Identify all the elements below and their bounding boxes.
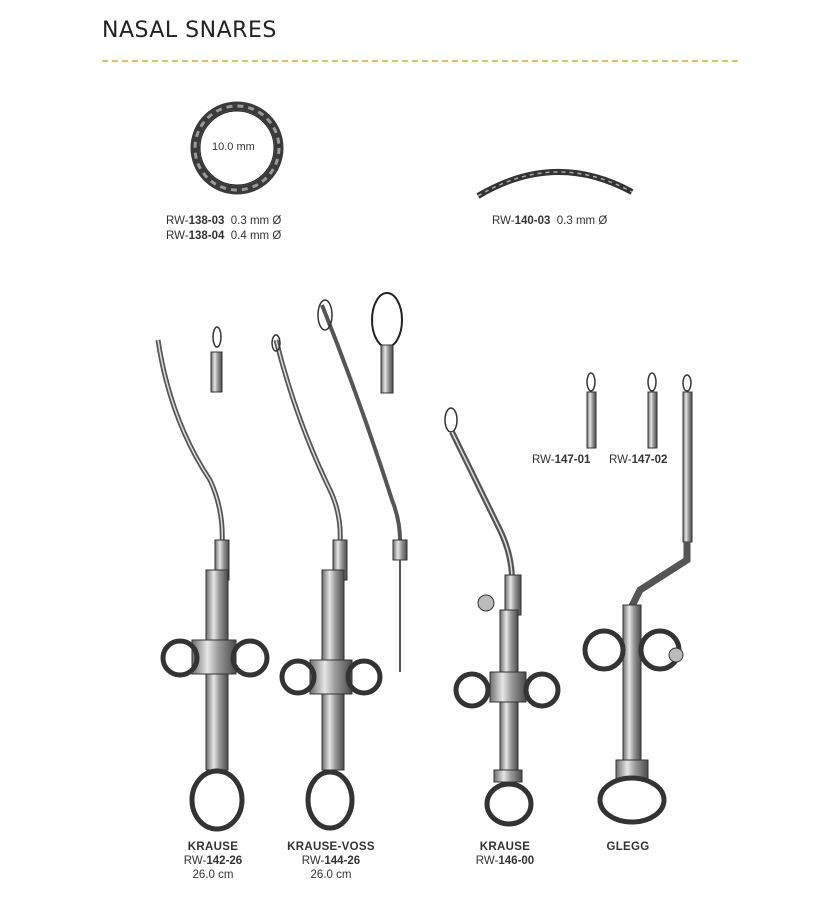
product-caption-krause-146: KRAUSE RW-146-00: [475, 841, 535, 867]
krause-snare-146-icon: [445, 408, 558, 824]
snare-tip-147-02-icon: [648, 373, 657, 448]
product-caption-krause-142: KRAUSE RW-142-26 26.0 cm: [183, 841, 243, 881]
product-caption-krause-voss: KRAUSE-VOSS RW-144-26 26.0 cm: [287, 841, 375, 881]
snare-tip-large-icon: [372, 293, 402, 393]
wire-138-03-label: RW-138-03 0.3 mm Ø: [166, 215, 282, 227]
wire-140-03-label: RW-140-03 0.3 mm Ø: [492, 215, 608, 227]
snare-tip-147-01-icon: [587, 373, 596, 448]
snare-tip-icon: [211, 327, 222, 392]
wire-138-04-label: RW-138-04 0.4 mm Ø: [166, 230, 282, 242]
page-title: NASAL SNARES: [102, 18, 277, 43]
tip-147-02-label: RW-147-02: [609, 454, 668, 466]
ring-diameter-label: 10.0 mm: [212, 141, 255, 153]
wire-segment-icon: [478, 172, 632, 196]
tip-147-01-label: RW-147-01: [532, 454, 591, 466]
product-caption-glegg: GLEGG: [606, 841, 650, 853]
krause-snare-142-icon: [158, 340, 267, 829]
glegg-snare-icon: [585, 375, 692, 822]
